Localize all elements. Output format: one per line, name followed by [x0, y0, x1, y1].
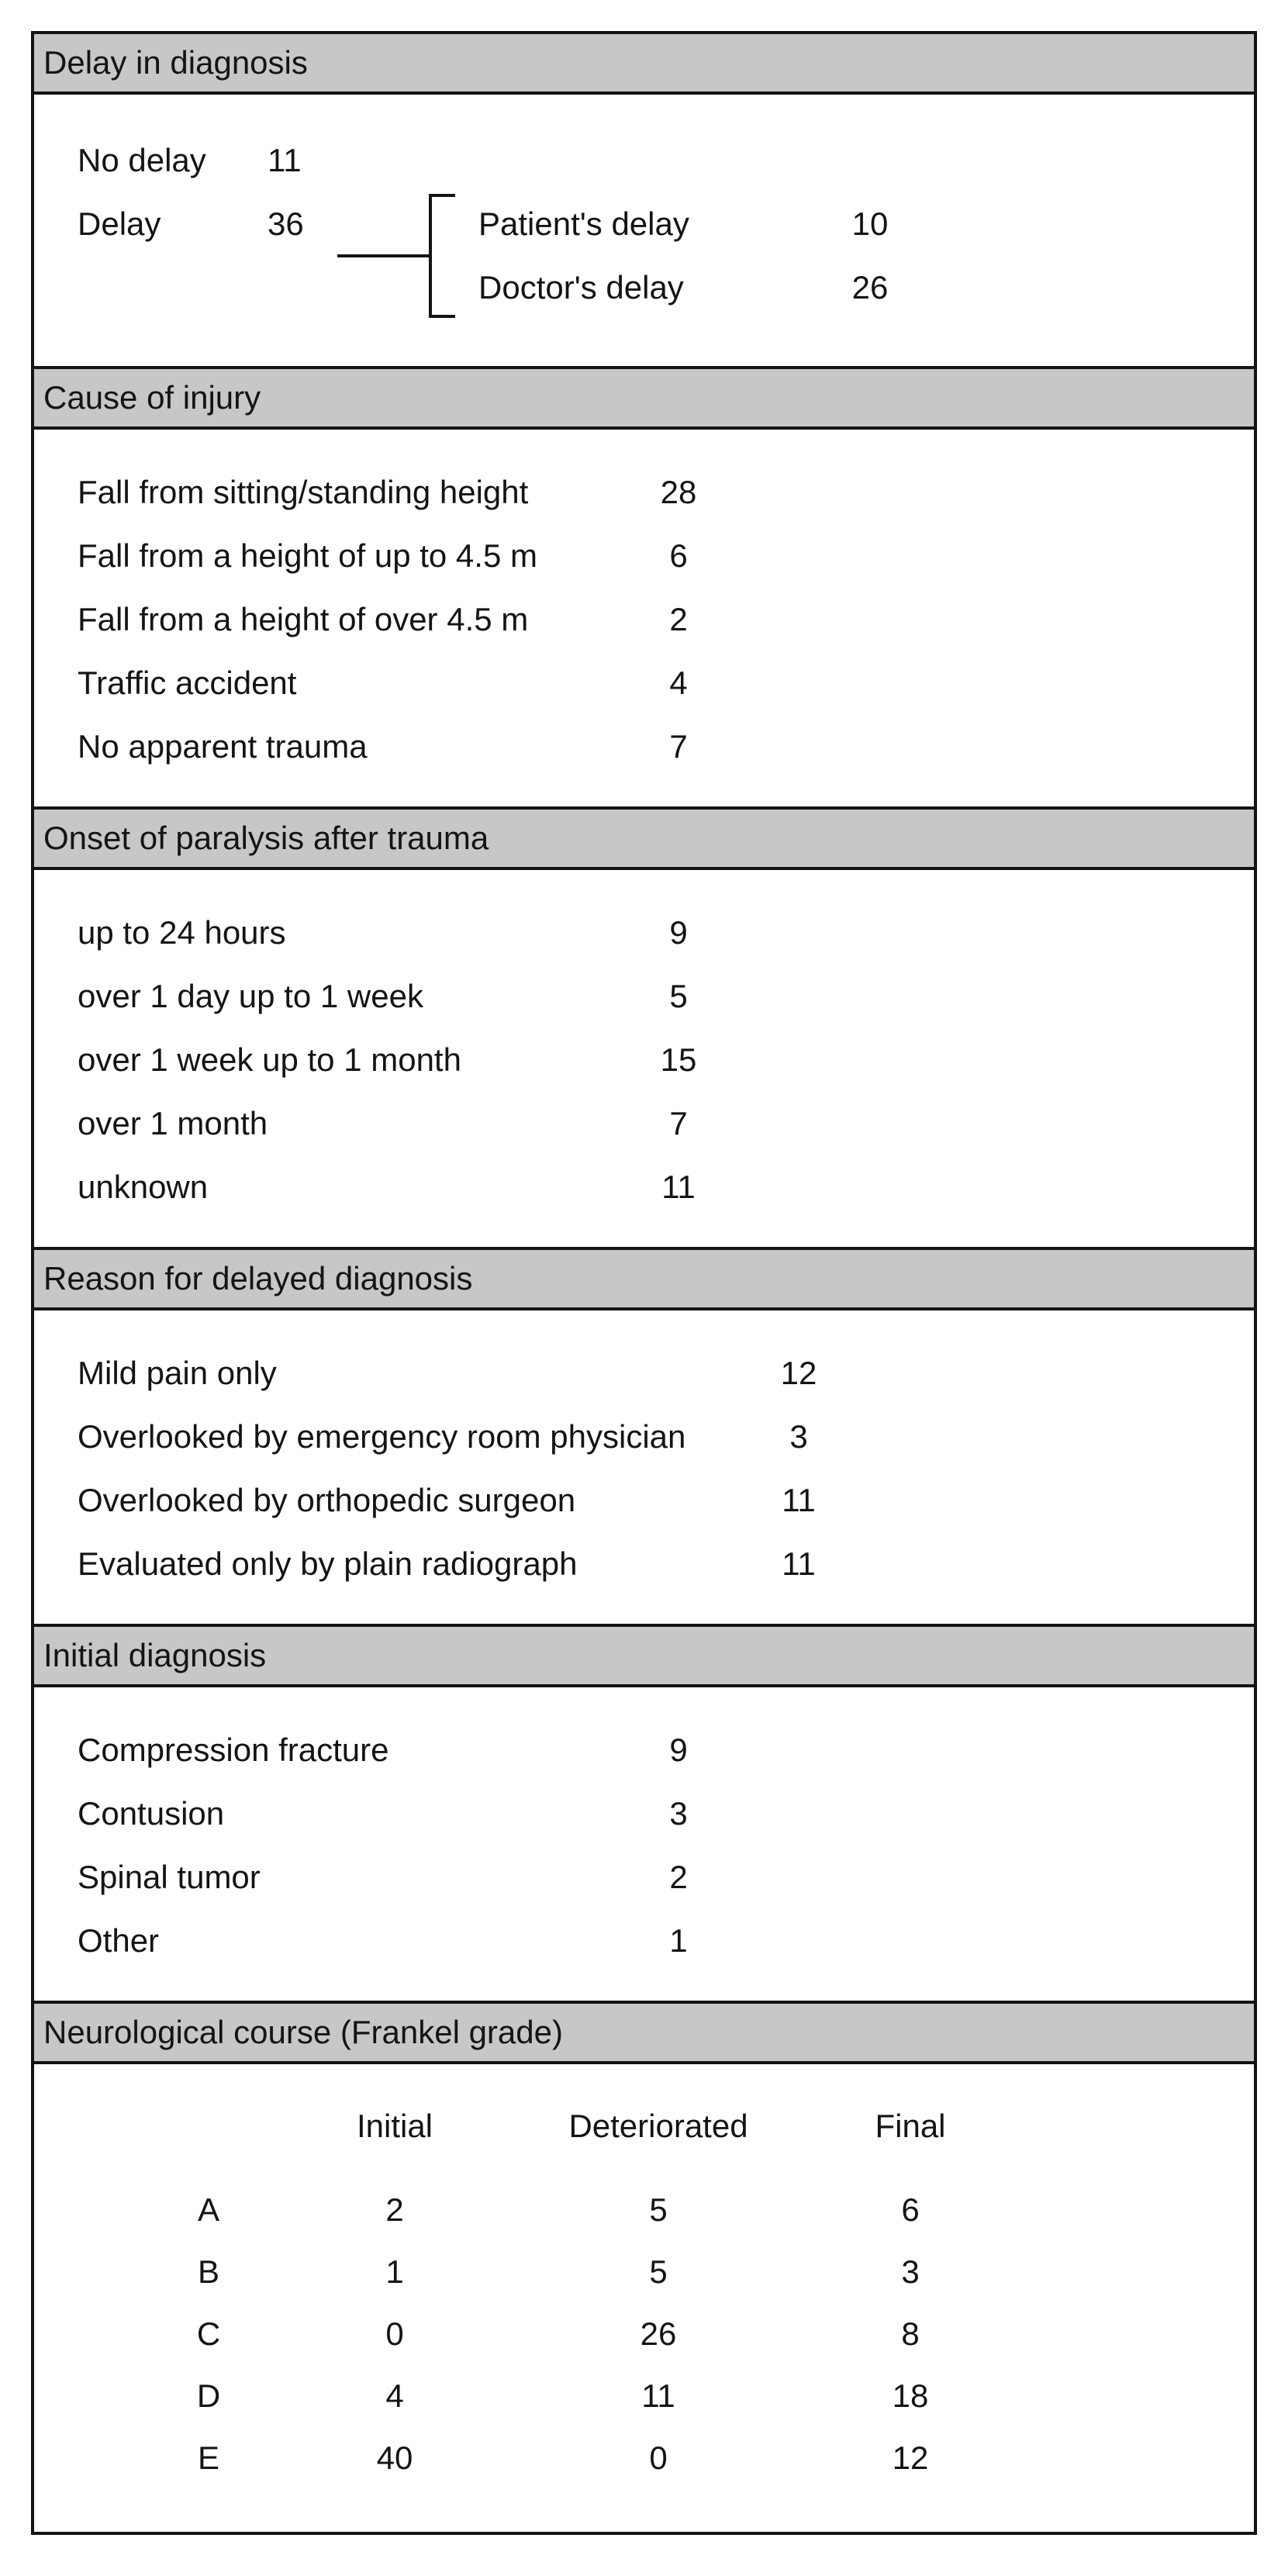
grade-label: B	[197, 2253, 219, 2290]
section-body-delay-in-diagnosis	[34, 95, 1254, 366]
row-value: 2	[669, 601, 688, 637]
section-header-onset-of-paralysis	[34, 806, 1254, 870]
section-header-neurological-course	[34, 2001, 1254, 2064]
row-label: Doctor's delay	[478, 269, 684, 306]
row-value: 11	[661, 1169, 696, 1205]
row-label: Delay	[78, 205, 161, 242]
table-row	[34, 965, 1254, 1028]
row-value: 6	[669, 537, 688, 574]
row-label: Fall from a height of up to 4.5 m	[78, 537, 537, 574]
row-label: Fall from sitting/standing height	[78, 474, 529, 510]
grade-label: E	[197, 2440, 219, 2476]
row-label: up to 24 hours	[78, 914, 286, 951]
row-value: 12	[780, 1355, 817, 1391]
table-row	[34, 651, 1254, 715]
table-row	[34, 2241, 1254, 2303]
row-label: unknown	[78, 1169, 209, 1205]
cell-final: 18	[892, 2377, 929, 2414]
table-row	[34, 1405, 1254, 1469]
row-value: 36	[268, 205, 304, 242]
connector-line	[337, 254, 429, 257]
cell-initial: 0	[385, 2315, 404, 2352]
cell-deteriorated: 26	[640, 2315, 677, 2352]
row-value: 15	[660, 1041, 697, 1078]
cell-final: 6	[901, 2191, 920, 2228]
cell-initial: 40	[376, 2440, 413, 2476]
table-row	[34, 2427, 1254, 2489]
section-body-initial-diagnosis	[34, 1687, 1254, 2001]
section-body-neurological-course	[34, 2064, 1254, 2532]
table-row	[34, 1342, 1254, 1405]
row-label: Spinal tumor	[78, 1859, 261, 1895]
table-row	[34, 1469, 1254, 1532]
row-label: No delay	[78, 142, 206, 178]
section-header-reason-for-delayed-diagnosis	[34, 1247, 1254, 1310]
row-label: Fall from a height of over 4.5 m	[78, 601, 529, 637]
section-body-reason-for-delayed-diagnosis	[34, 1310, 1254, 1624]
section-title: Neurological course (Frankel grade)	[43, 2014, 563, 2050]
cell-deteriorated: 11	[641, 2377, 675, 2414]
row-value: 11	[268, 142, 302, 178]
row-label: Patient's delay	[478, 205, 689, 242]
cell-deteriorated: 5	[649, 2191, 668, 2228]
table-row	[34, 2179, 1254, 2241]
section-title: Cause of injury	[43, 379, 261, 416]
section-title: Initial diagnosis	[43, 1637, 267, 1673]
table-row	[34, 1909, 1254, 1973]
table-row	[34, 129, 337, 192]
row-value: 10	[851, 205, 889, 242]
row-value: 9	[669, 914, 688, 951]
cell-initial: 4	[385, 2377, 404, 2414]
table-row	[34, 715, 1254, 779]
delay-breakdown	[337, 192, 913, 319]
cell-initial: 1	[385, 2253, 404, 2290]
cell-final: 12	[892, 2440, 929, 2476]
section-body-cause-of-injury	[34, 430, 1254, 806]
column-header-final: Final	[875, 2108, 946, 2144]
table-row	[34, 1028, 1254, 1092]
cell-deteriorated: 0	[649, 2440, 668, 2476]
table-row	[34, 1718, 1254, 1782]
section-header-initial-diagnosis	[34, 1624, 1254, 1687]
table-row	[34, 192, 337, 256]
row-label: Compression fracture	[78, 1732, 389, 1768]
row-value: 1	[669, 1922, 688, 1959]
row-label: Contusion	[78, 1795, 225, 1832]
row-value: 3	[669, 1795, 688, 1832]
cell-initial: 2	[385, 2191, 404, 2228]
delay-breakdown-rows	[455, 192, 913, 319]
row-label: Mild pain only	[78, 1355, 277, 1391]
grade-label: A	[197, 2191, 219, 2228]
row-label: Traffic accident	[78, 665, 297, 701]
cell-deteriorated: 5	[649, 2253, 668, 2290]
row-value: 3	[789, 1418, 808, 1455]
section-header-cause-of-injury	[34, 366, 1254, 430]
table-row	[34, 1782, 1254, 1846]
table-row	[34, 901, 1254, 965]
table-row	[34, 2303, 1254, 2365]
cell-final: 8	[901, 2315, 920, 2352]
row-value: 9	[669, 1732, 688, 1768]
bracket	[429, 194, 455, 318]
grade-label: C	[196, 2315, 221, 2352]
table-row	[34, 1155, 1254, 1219]
row-label: Overlooked by emergency room physician	[78, 1418, 686, 1455]
row-value: 28	[660, 474, 697, 510]
row-value: 7	[669, 1105, 688, 1141]
row-value: 2	[669, 1859, 688, 1895]
delay-counts	[34, 129, 337, 256]
row-label: No apparent trauma	[78, 728, 368, 765]
section-header-delay-in-diagnosis	[34, 34, 1254, 95]
row-value: 4	[669, 665, 688, 701]
row-label: Overlooked by orthopedic surgeon	[78, 1482, 576, 1518]
table-row	[34, 524, 1254, 588]
row-label: Evaluated only by plain radiograph	[78, 1545, 578, 1582]
frankel-header-row	[34, 2095, 1254, 2157]
cell-final: 3	[901, 2253, 920, 2290]
row-label: over 1 week up to 1 month	[78, 1041, 461, 1078]
section-title: Delay in diagnosis	[43, 44, 308, 81]
table-row	[455, 256, 913, 319]
row-value: 5	[669, 978, 688, 1014]
table-row	[34, 1846, 1254, 1909]
row-value: 11	[782, 1545, 816, 1582]
table-row	[455, 192, 913, 256]
section-title: Reason for delayed diagnosis	[43, 1260, 473, 1297]
row-label: over 1 month	[78, 1105, 268, 1141]
table-row	[34, 1532, 1254, 1596]
column-header-initial: Initial	[356, 2108, 433, 2144]
row-value: 11	[782, 1482, 816, 1518]
section-body-onset-of-paralysis	[34, 870, 1254, 1247]
row-value: 7	[669, 728, 688, 765]
row-label: Other	[78, 1922, 160, 1959]
row-value: 26	[851, 269, 889, 306]
table-row	[34, 1092, 1254, 1155]
table-row	[34, 2365, 1254, 2427]
table-row	[34, 588, 1254, 651]
row-label: over 1 day up to 1 week	[78, 978, 423, 1014]
patient-summary-table	[31, 31, 1257, 2535]
grade-label: D	[196, 2377, 221, 2414]
table-row	[34, 461, 1254, 524]
section-title: Onset of paralysis after trauma	[43, 820, 489, 856]
column-header-deteriorated: Deteriorated	[568, 2108, 748, 2144]
